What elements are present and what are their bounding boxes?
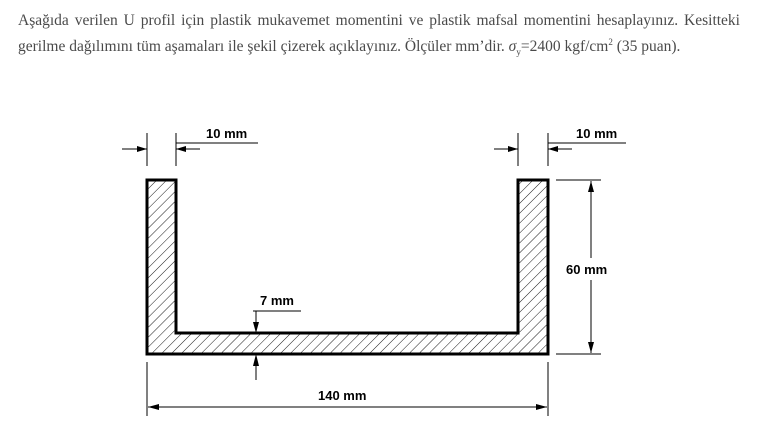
dim-label-web: 7 mm — [260, 293, 294, 308]
yield-value: =2400 kgf/cm — [520, 38, 609, 55]
arrow-head — [137, 146, 147, 152]
arrow-head — [588, 342, 594, 353]
dim-label-height: 60 mm — [566, 262, 608, 277]
arrow-head — [176, 146, 186, 152]
arrow-head — [253, 322, 259, 333]
dim-label-right-flange: 10 mm — [576, 126, 618, 141]
sigma-symbol: σ — [508, 38, 517, 55]
arrow-head — [148, 404, 159, 410]
dim-label-left-flange: 10 mm — [206, 126, 248, 141]
arrow-head — [536, 404, 547, 410]
arrow-head — [508, 146, 518, 152]
dim-label-width: 140 mm — [318, 388, 367, 403]
sigma-subscript: y — [516, 47, 521, 58]
unit-exponent: 2 — [608, 36, 613, 47]
arrow-head — [253, 354, 259, 366]
arrow-head — [588, 181, 594, 192]
arrow-head — [548, 146, 558, 152]
points-label: (35 puan). — [612, 38, 681, 55]
u-profile-section — [147, 180, 548, 354]
question-body: Aşağıda verilen U profil için plastik mukavemet momentini ve plastik mafsal momentini hesaplayınız. Kesitteki gerilme dağılımını tüm aşamaları ile şekil çizerek açıklayınız. Ölçüler mm’dir. — [18, 12, 740, 55]
